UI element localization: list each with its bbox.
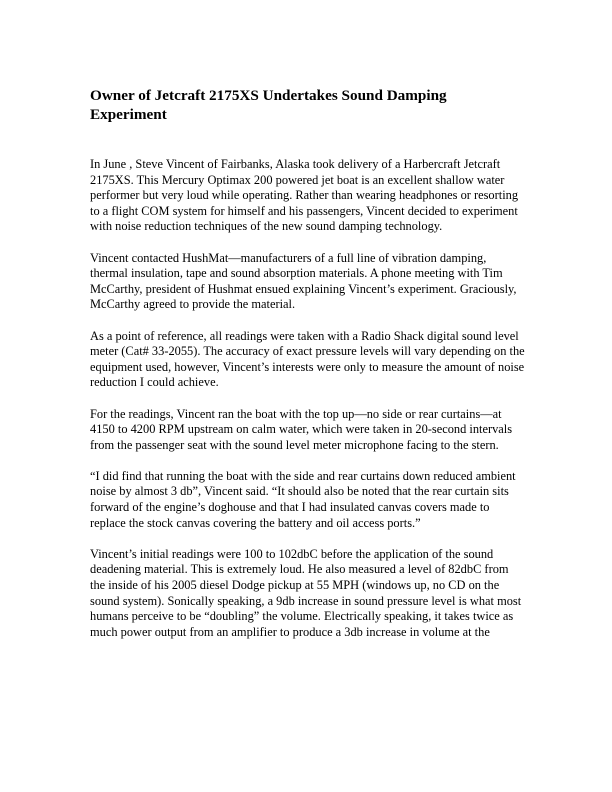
article-title: Owner of Jetcraft 2175XS Undertakes Sound Damping Experiment (90, 87, 447, 123)
paragraph-readings: For the readings, Vincent ran the boat with the top up—no side or rear curtains—at 4150 to 4200 RPM upstream on calm water, which were taken in 20-second intervals from the passenger seat with the sound level meter microphone facing to the stern. (90, 406, 513, 452)
paragraph-reference: As a point of reference, all readings were taken with a Radio Shack digital sound level meter (Cat# 33-2055). The accuracy of exact pressure levels will vary depending on the equipment used, however, Vincent’s interests were only to measure the amount of noise reduction I could achieve. (90, 328, 525, 390)
paragraph-hushmat: Vincent contacted HushMat—manufacturers of a full line of vibration damping, thermal insulation, tape and sound absorption materials. A phone meeting with Tim McCarthy, president of Hushmat ensued explaining Vincent’s experiment. Graciously, McCarthy agreed to provide the material. (90, 250, 517, 312)
paragraph-delivery: In June , Steve Vincent of Fairbanks, Alaska took delivery of a Harbercraft Jetcraft 2175XS. This Mercury Optimax 200 powered jet boat is an excellent shallow water performer but very loud while operating. Rather than wearing headphones or resorting to a flight COM system for himself and his passengers, Vincent decided to experiment with noise reduction techniques of the new sound damping technology. (90, 157, 519, 234)
article-body (90, 86, 526, 656)
paragraph-initial-readings: Vincent’s initial readings were 100 to 102dbC before the application of the sound deadening material. This is extremely loud. He also measured a level of 82dbC from the inside of his 2005 diesel Dodge pickup at 55 MPH (windows up, no CD on the sound system). Sonically speaking, a 9db increase in sound pressure level is what most humans perceive to be “doubling” the volume. Electrically speaking, it takes twice as much power output from an amplifier to produce a 3db increase in volume at the (90, 546, 522, 639)
paragraph-quote: “I did find that running the boat with the side and rear curtains down reduced ambient noise by almost 3 db”, Vincent said. “It should also be noted that the rear curtain sits forward of the engine’s doghouse and that I had insulated canvas covers made to replace the stock canvas covering the battery and oil access ports.” (90, 468, 516, 530)
